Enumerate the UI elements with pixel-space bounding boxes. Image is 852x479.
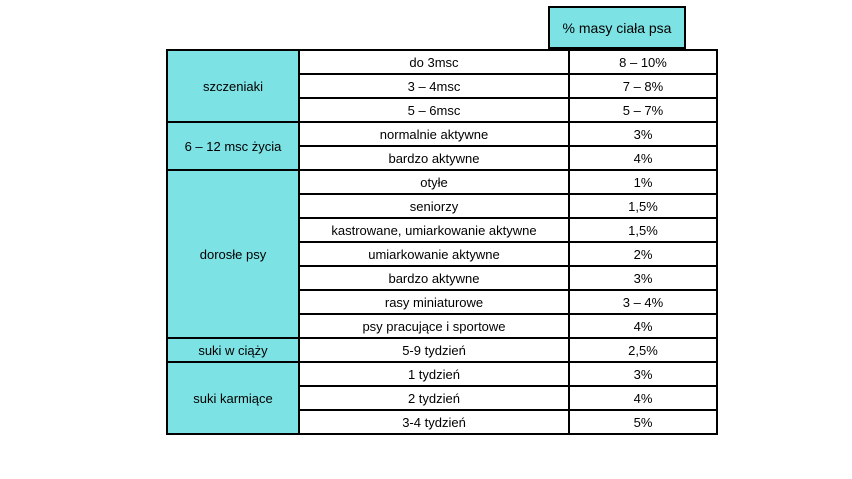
percentage-cell: 2% — [569, 242, 717, 266]
subgroup-cell: 2 tydzień — [299, 386, 569, 410]
percentage-cell: 4% — [569, 386, 717, 410]
table-header-cell: % masy ciała psa — [548, 6, 686, 49]
table-row — [167, 50, 717, 74]
subgroup-cell: 5 – 6msc — [299, 98, 569, 122]
table-row — [167, 362, 717, 386]
subgroup-cell: 3 – 4msc — [299, 74, 569, 98]
percentage-cell: 3 – 4% — [569, 290, 717, 314]
group-label-cell: dorosłe psy — [167, 170, 299, 338]
subgroup-cell: psy pracujące i sportowe — [299, 314, 569, 338]
subgroup-cell: kastrowane, umiarkowanie aktywne — [299, 218, 569, 242]
subgroup-cell: rasy miniaturowe — [299, 290, 569, 314]
feeding-table-body — [167, 50, 717, 434]
group-label-cell: suki w ciąży — [167, 338, 299, 362]
table-row — [167, 122, 717, 146]
percentage-cell: 5% — [569, 410, 717, 434]
subgroup-cell: otyłe — [299, 170, 569, 194]
percentage-cell: 3% — [569, 122, 717, 146]
group-label-cell: 6 – 12 msc życia — [167, 122, 299, 170]
subgroup-cell: do 3msc — [299, 50, 569, 74]
percentage-cell: 3% — [569, 362, 717, 386]
subgroup-cell: 1 tydzień — [299, 362, 569, 386]
feeding-table — [166, 49, 718, 435]
percentage-cell: 7 – 8% — [569, 74, 717, 98]
percentage-cell: 4% — [569, 314, 717, 338]
percentage-cell: 5 – 7% — [569, 98, 717, 122]
subgroup-cell: normalnie aktywne — [299, 122, 569, 146]
group-label-cell: suki karmiące — [167, 362, 299, 434]
table-row — [167, 170, 717, 194]
percentage-cell: 8 – 10% — [569, 50, 717, 74]
table-row — [167, 338, 717, 362]
subgroup-cell: seniorzy — [299, 194, 569, 218]
subgroup-cell: bardzo aktywne — [299, 266, 569, 290]
subgroup-cell: 3-4 tydzień — [299, 410, 569, 434]
percentage-cell: 1% — [569, 170, 717, 194]
percentage-cell: 4% — [569, 146, 717, 170]
subgroup-cell: bardzo aktywne — [299, 146, 569, 170]
subgroup-cell: umiarkowanie aktywne — [299, 242, 569, 266]
percentage-cell: 1,5% — [569, 194, 717, 218]
percentage-cell: 3% — [569, 266, 717, 290]
group-label-cell: szczeniaki — [167, 50, 299, 122]
feeding-table-container — [166, 6, 686, 435]
subgroup-cell: 5-9 tydzień — [299, 338, 569, 362]
percentage-cell: 1,5% — [569, 218, 717, 242]
percentage-cell: 2,5% — [569, 338, 717, 362]
